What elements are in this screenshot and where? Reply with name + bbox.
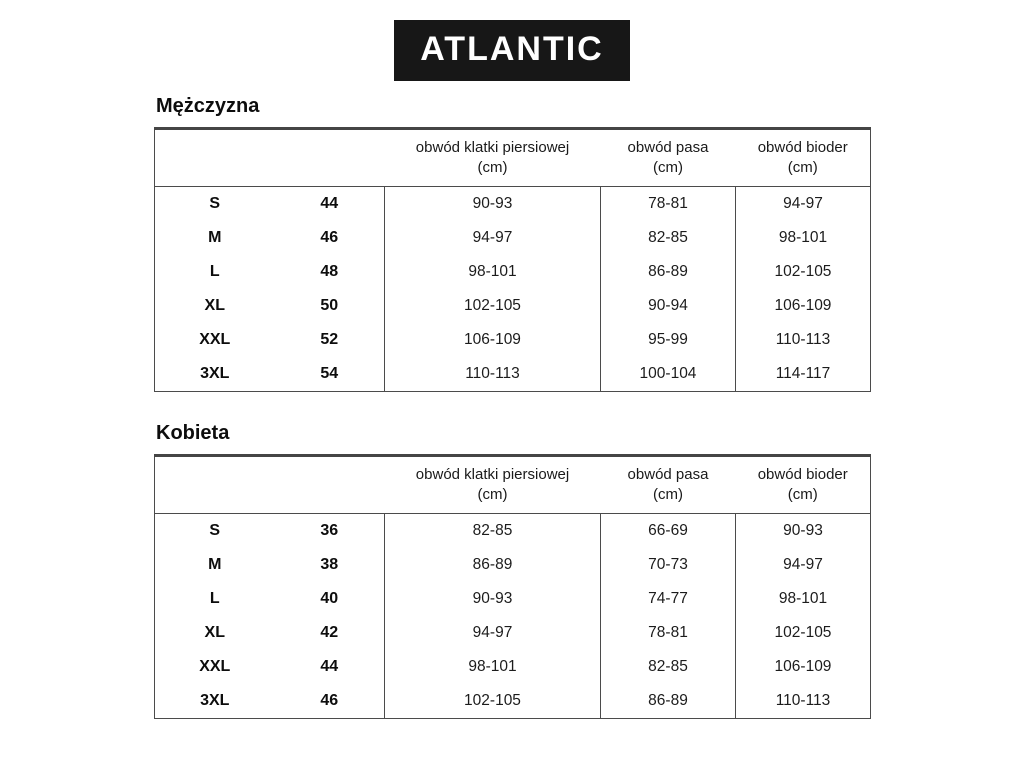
size-number-cell: 40 [320,590,339,607]
size-letter-cell: L [209,590,220,607]
table-row [155,650,871,684]
size-letter-cell: 3XL [200,692,230,709]
size-number-cell: 46 [320,692,339,709]
hips-header [736,129,871,187]
size-letter-cell: XL [204,297,225,314]
hips-cell: 98-101 [736,221,871,255]
chest-header-label: obwód klatki piersiowej [415,465,570,483]
empty-header-cell [275,129,385,187]
hips-cell: 94-97 [736,187,871,222]
chest-cell: 102-105 [385,684,601,719]
table-row [155,548,871,582]
women-size-table [154,454,871,719]
women-size-section [154,422,870,719]
chest-header-label: obwód klatki piersiowej [415,138,570,156]
hips-cell: 106-109 [736,650,871,684]
empty-header-cell [155,456,275,514]
chest-header [385,129,601,187]
hips-header [736,456,871,514]
size-letter-cell: S [209,195,221,212]
size-number-cell: 54 [320,365,339,382]
chest-cell: 94-97 [385,221,601,255]
waist-cell: 95-99 [601,323,736,357]
size-letter-cell: 3XL [200,365,230,382]
size-number-cell: 50 [320,297,339,314]
hips-cell: 106-109 [736,289,871,323]
size-letter-cell: XL [204,624,225,641]
size-number-cell: 36 [320,522,339,539]
waist-cell: 70-73 [601,548,736,582]
waist-header [601,456,736,514]
hips-cell: 110-113 [736,323,871,357]
men-table-body [155,187,871,392]
hips-cell: 102-105 [736,616,871,650]
waist-header-unit: (cm) [653,159,683,176]
waist-cell: 66-69 [601,514,736,549]
men-section-title: Mężczyzna [156,95,260,117]
waist-header [601,129,736,187]
table-row [155,582,871,616]
header-row [155,129,871,187]
waist-cell: 86-89 [601,684,736,719]
women-table-header [155,456,871,514]
waist-cell: 100-104 [601,357,736,392]
size-number-cell: 44 [320,658,339,675]
men-table-header [155,129,871,187]
size-letter-cell: XXL [199,331,231,348]
hips-cell: 102-105 [736,255,871,289]
chest-cell: 110-113 [385,357,601,392]
hips-header-label: obwód bioder [757,465,848,483]
chest-cell: 86-89 [385,548,601,582]
chest-cell: 90-93 [385,187,601,222]
waist-cell: 78-81 [601,616,736,650]
hips-cell: 94-97 [736,548,871,582]
table-row [155,684,871,719]
size-number-cell: 48 [320,263,339,280]
men-size-table [154,127,871,392]
waist-cell: 82-85 [601,221,736,255]
chest-cell: 90-93 [385,582,601,616]
chest-header-unit: (cm) [477,159,508,176]
waist-cell: 86-89 [601,255,736,289]
size-letter-cell: L [209,263,220,280]
table-row [155,323,871,357]
chest-header [385,456,601,514]
women-table-body [155,514,871,719]
size-letter-cell: M [208,229,222,246]
waist-cell: 82-85 [601,650,736,684]
size-number-cell: 42 [320,624,339,641]
hips-cell: 90-93 [736,514,871,549]
table-row [155,357,871,392]
table-row [155,289,871,323]
header-row [155,456,871,514]
hips-cell: 98-101 [736,582,871,616]
women-section-title: Kobieta [156,422,230,444]
waist-header-unit: (cm) [653,486,683,503]
hips-header-unit: (cm) [787,486,818,503]
chest-cell: 82-85 [385,514,601,549]
chest-header-unit: (cm) [477,486,508,503]
size-number-cell: 38 [320,556,339,573]
waist-cell: 90-94 [601,289,736,323]
hips-header-unit: (cm) [787,159,818,176]
table-row [155,514,871,549]
empty-header-cell [275,456,385,514]
size-letter-cell: S [209,522,221,539]
size-letter-cell: M [208,556,222,573]
chest-cell: 102-105 [385,289,601,323]
table-row [155,616,871,650]
chest-cell: 94-97 [385,616,601,650]
chest-cell: 106-109 [385,323,601,357]
waist-cell: 74-77 [601,582,736,616]
empty-header-cell [155,129,275,187]
waist-header-label: obwód pasa [627,465,709,483]
chest-cell: 98-101 [385,650,601,684]
waist-header-label: obwód pasa [627,138,709,156]
hips-cell: 114-117 [736,357,871,392]
brand-logo: ATLANTIC [394,20,629,81]
brand-logo-container [0,0,1024,81]
hips-cell: 110-113 [736,684,871,719]
waist-cell: 78-81 [601,187,736,222]
chest-cell: 98-101 [385,255,601,289]
table-row [155,187,871,222]
table-row [155,255,871,289]
size-number-cell: 44 [320,195,339,212]
table-row [155,221,871,255]
size-number-cell: 52 [320,331,339,348]
hips-header-label: obwód bioder [757,138,848,156]
size-number-cell: 46 [320,229,339,246]
men-size-section [154,95,870,392]
size-letter-cell: XXL [199,658,231,675]
